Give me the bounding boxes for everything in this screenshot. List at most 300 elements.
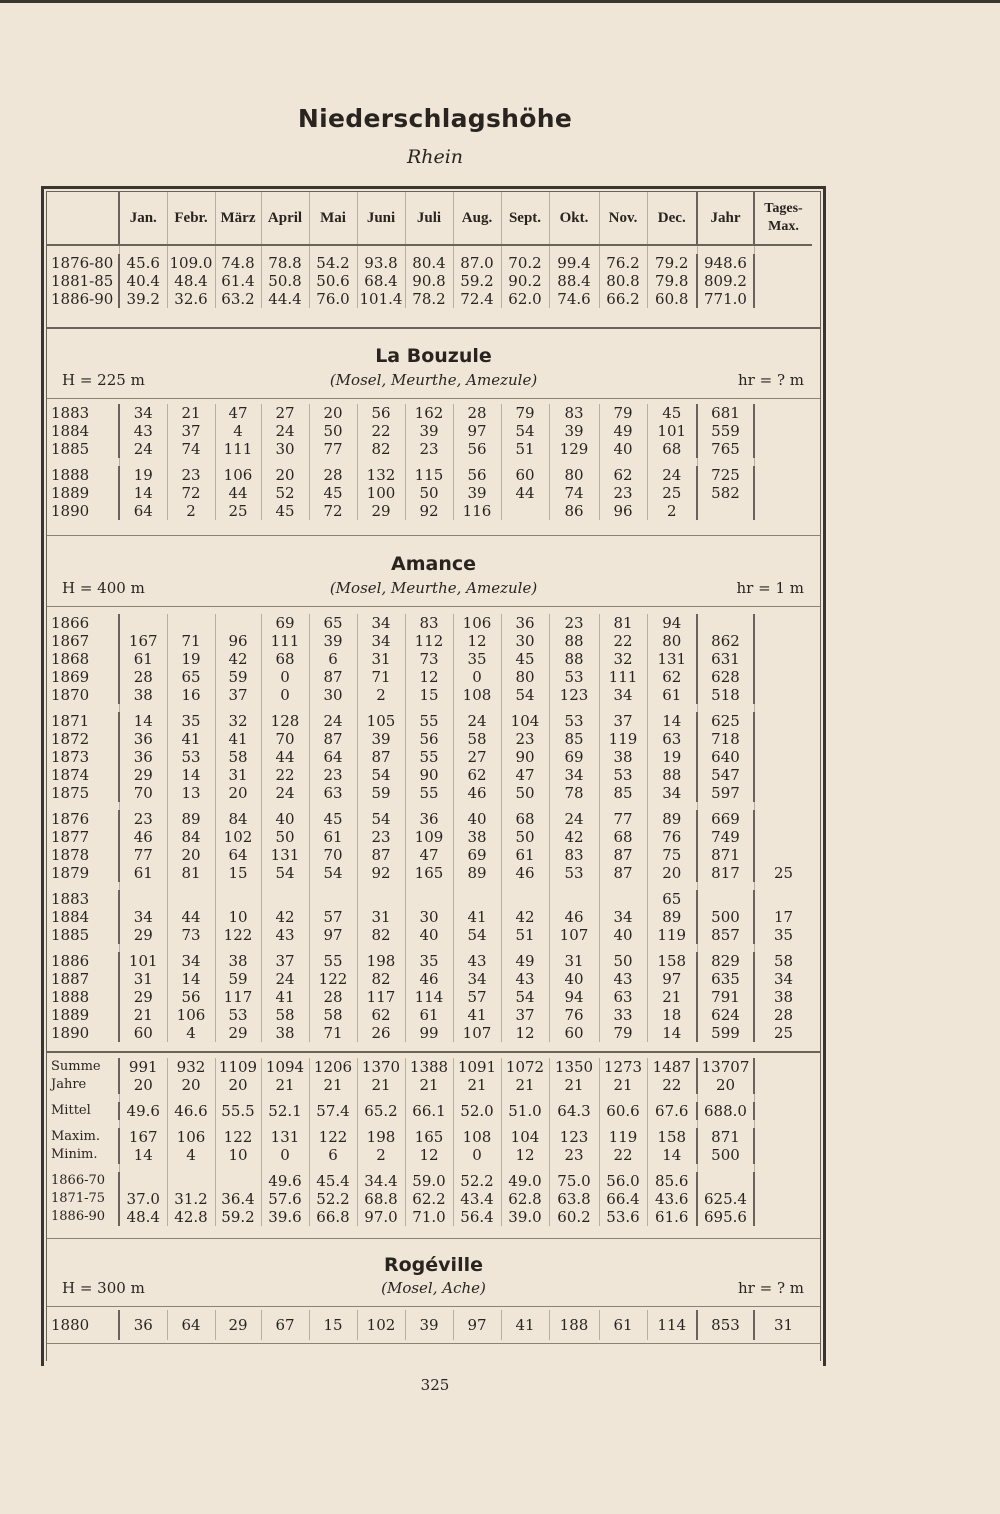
table-cell: 1487 <box>647 1058 697 1076</box>
table-cell: 21 <box>501 1076 549 1094</box>
table-cell: 59 <box>215 668 261 686</box>
table-cell: 117 <box>357 988 405 1006</box>
table-cell: 158 <box>647 1128 697 1146</box>
column-header: Mai <box>309 192 357 245</box>
table-cell <box>754 748 812 766</box>
table-cell: 37 <box>599 712 647 730</box>
table-cell: 76 <box>549 1006 599 1024</box>
table-cell: 12 <box>453 632 501 650</box>
table-cell: 68 <box>261 650 309 668</box>
table-cell: 24 <box>119 440 167 458</box>
table-cell: 23 <box>549 1146 599 1164</box>
table-cell: 6 <box>309 650 357 668</box>
table-cell: 62 <box>357 1006 405 1024</box>
row-label: 1888 <box>51 466 90 484</box>
table-cell: 53.6 <box>599 1208 647 1226</box>
table-cell: 112 <box>405 632 453 650</box>
table-cell: 1273 <box>599 1058 647 1076</box>
table-row <box>47 422 812 440</box>
table-cell: 10 <box>215 1146 261 1164</box>
table-cell: 36 <box>501 614 549 632</box>
table-cell: 71 <box>357 668 405 686</box>
row-label: 1875 <box>51 784 90 802</box>
table-cell: 45 <box>309 810 357 828</box>
table-row <box>47 1146 812 1164</box>
table-cell: 41 <box>215 730 261 748</box>
table-cell <box>309 890 357 908</box>
column-header: Febr. <box>167 192 215 245</box>
row-label: 1885 <box>51 926 90 944</box>
table-cell: 40 <box>599 926 647 944</box>
table-cell: 88.4 <box>549 272 599 290</box>
table-cell: 61 <box>647 686 697 704</box>
row-label: 1883 <box>51 890 90 908</box>
table-cell <box>754 890 812 908</box>
table-cell: 162 <box>405 404 453 422</box>
table-row <box>47 970 812 988</box>
table-cell: 625 <box>697 712 754 730</box>
table-cell: 41 <box>501 1310 549 1340</box>
table-cell: 37.0 <box>119 1190 167 1208</box>
table-cell: 54.2 <box>309 254 357 272</box>
row-label: 1890 <box>51 502 90 520</box>
header-row <box>47 192 812 245</box>
table-row <box>47 502 812 520</box>
table-cell: 62.2 <box>405 1190 453 1208</box>
table-cell: 38 <box>453 828 501 846</box>
table-cell: 106 <box>215 466 261 484</box>
table-cell: 198 <box>357 1128 405 1146</box>
row-label: 1878 <box>51 846 90 864</box>
table-cell: 132 <box>357 466 405 484</box>
table-cell: 34 <box>549 766 599 784</box>
page-title: Niederschlagshöhe <box>297 104 573 133</box>
table-cell: 86 <box>549 502 599 520</box>
table-cell: 74 <box>167 440 215 458</box>
table-cell: 635 <box>697 970 754 988</box>
table-cell: 14 <box>647 1024 697 1042</box>
table-cell: 106 <box>453 614 501 632</box>
table-cell: 34 <box>119 404 167 422</box>
table-cell: 37 <box>215 686 261 704</box>
table-row <box>47 632 812 650</box>
station-rivers-bouzule: (Mosel, Meurthe, Amezule) <box>329 371 538 389</box>
table-cell: 50 <box>261 828 309 846</box>
table-cell: 104 <box>501 712 549 730</box>
table-cell: 14 <box>119 484 167 502</box>
table-cell: 20 <box>697 1076 754 1094</box>
table-cell: 79.2 <box>647 254 697 272</box>
table-cell: 27 <box>261 404 309 422</box>
divider <box>47 535 820 536</box>
table-cell: 24 <box>261 970 309 988</box>
table-cell: 53 <box>549 668 599 686</box>
table-cell: 80.8 <box>599 272 647 290</box>
table-cell: 68 <box>501 810 549 828</box>
table-cell: 108 <box>453 686 501 704</box>
table-cell <box>501 890 549 908</box>
table-row <box>47 864 812 882</box>
table-cell: 24 <box>261 422 309 440</box>
table-cell: 14 <box>167 766 215 784</box>
row-label: 1890 <box>51 1024 90 1042</box>
table-cell: 59.2 <box>453 272 501 290</box>
table-cell: 97 <box>647 970 697 988</box>
table-cell: 53 <box>549 864 599 882</box>
table-cell: 188 <box>549 1310 599 1340</box>
table-cell: 56 <box>453 440 501 458</box>
table-cell <box>754 404 812 422</box>
table-cell: 94 <box>647 614 697 632</box>
table-cell: 628 <box>697 668 754 686</box>
table-cell: 104 <box>501 1128 549 1146</box>
table-cell: 53 <box>549 712 599 730</box>
table-cell: 50.8 <box>261 272 309 290</box>
page-number: 325 <box>420 1376 450 1394</box>
table-cell <box>754 766 812 784</box>
table-row <box>47 1006 812 1024</box>
column-header: Tages-Max. <box>754 192 812 245</box>
table-cell: 84 <box>215 810 261 828</box>
table-cell: 63.8 <box>549 1190 599 1208</box>
table-cell: 35 <box>754 926 812 944</box>
table-cell: 79 <box>599 404 647 422</box>
table-cell: 21 <box>357 1076 405 1094</box>
table-row <box>47 784 812 802</box>
table-cell <box>697 614 754 632</box>
table-cell: 101 <box>119 952 167 970</box>
row-label: Maxim. <box>51 1129 101 1144</box>
table-cell: 89 <box>453 864 501 882</box>
table-cell: 58 <box>453 730 501 748</box>
table-cell <box>754 466 812 484</box>
table-cell: 165 <box>405 1128 453 1146</box>
table-cell: 45 <box>501 650 549 668</box>
table-cell: 38 <box>215 952 261 970</box>
table-cell: 42 <box>215 650 261 668</box>
table-cell: 12 <box>501 1024 549 1042</box>
table-cell: 25 <box>647 484 697 502</box>
row-label: 1880 <box>51 1316 90 1334</box>
table-cell: 46.6 <box>167 1102 215 1120</box>
table-cell: 2 <box>167 502 215 520</box>
table-cell: 67.6 <box>647 1102 697 1120</box>
table-cell: 68.8 <box>357 1190 405 1208</box>
table-cell: 30 <box>309 686 357 704</box>
table-cell: 60 <box>119 1024 167 1042</box>
table-cell: 76 <box>647 828 697 846</box>
column-header: Okt. <box>549 192 599 245</box>
row-gap <box>47 1164 812 1172</box>
table-cell: 55 <box>405 748 453 766</box>
row-label: Jahre <box>51 1077 87 1092</box>
table-cell: 31 <box>215 766 261 784</box>
table-cell: 43 <box>453 952 501 970</box>
table-cell <box>754 290 812 308</box>
table-cell: 582 <box>697 484 754 502</box>
table-cell: 32 <box>599 650 647 668</box>
column-header: Jahr <box>697 192 754 245</box>
table-cell: 53 <box>167 748 215 766</box>
table-cell: 41 <box>453 1006 501 1024</box>
table-cell: 68.4 <box>357 272 405 290</box>
table-cell: 77 <box>309 440 357 458</box>
row-label: 1885 <box>51 440 90 458</box>
table-cell: 114 <box>647 1310 697 1340</box>
column-header: April <box>261 192 309 245</box>
row-gap <box>47 1120 812 1128</box>
table-cell: 131 <box>261 846 309 864</box>
table-cell: 81 <box>167 864 215 882</box>
table-cell: 23 <box>549 614 599 632</box>
table-cell: 23 <box>599 484 647 502</box>
row-label: 1879 <box>51 864 90 882</box>
table-cell: 15 <box>215 864 261 882</box>
table-cell: 624 <box>697 1006 754 1024</box>
table-cell <box>599 890 647 908</box>
table-cell: 43.4 <box>453 1190 501 1208</box>
table-cell: 21 <box>549 1076 599 1094</box>
table-cell: 65 <box>309 614 357 632</box>
table-cell: 81 <box>599 614 647 632</box>
table-cell: 56 <box>453 466 501 484</box>
station-rivers-rogeville: (Mosel, Ache) <box>381 1279 486 1297</box>
table-row <box>47 272 812 290</box>
column-header: Aug. <box>453 192 501 245</box>
table-cell: 111 <box>215 440 261 458</box>
table-cell: 38 <box>599 748 647 766</box>
table-cell: 0 <box>453 668 501 686</box>
row-label: Summe <box>51 1059 101 1074</box>
divider <box>47 606 820 607</box>
table-cell: 75 <box>647 846 697 864</box>
column-header: Nov. <box>599 192 647 245</box>
station-height-bouzule: H = 225 m <box>62 371 145 389</box>
page-subtitle: Rhein <box>406 146 464 168</box>
table-cell: 631 <box>697 650 754 668</box>
table-cell: 31 <box>357 908 405 926</box>
row-label: 1889 <box>51 1006 90 1024</box>
table-cell: 749 <box>697 828 754 846</box>
table-cell: 14 <box>647 1146 697 1164</box>
table-cell: 34 <box>599 686 647 704</box>
table-cell: 52.2 <box>309 1190 357 1208</box>
table-cell: 51 <box>501 440 549 458</box>
table-cell: 52.0 <box>453 1102 501 1120</box>
table-cell <box>215 1172 261 1190</box>
table-cell: 47 <box>405 846 453 864</box>
column-header: Sept. <box>501 192 549 245</box>
table-cell: 39 <box>405 1310 453 1340</box>
table-cell: 115 <box>405 466 453 484</box>
row-label: 1869 <box>51 668 90 686</box>
table-cell: 102 <box>215 828 261 846</box>
table-cell: 6 <box>309 1146 357 1164</box>
table-cell: 24 <box>453 712 501 730</box>
table-cell <box>754 730 812 748</box>
table-cell: 38 <box>261 1024 309 1042</box>
row-label: 1872 <box>51 730 90 748</box>
table-cell: 57 <box>453 988 501 1006</box>
table-cell: 29 <box>119 926 167 944</box>
table-row <box>47 1128 812 1146</box>
table-cell: 54 <box>501 988 549 1006</box>
table-cell: 50 <box>309 422 357 440</box>
table-cell: 66.4 <box>599 1190 647 1208</box>
divider <box>47 327 820 329</box>
table-row <box>47 1172 812 1190</box>
table-cell: 19 <box>647 748 697 766</box>
table-cell: 106 <box>167 1128 215 1146</box>
table-cell: 23 <box>167 466 215 484</box>
table-cell: 122 <box>309 1128 357 1146</box>
table-cell: 80 <box>549 466 599 484</box>
table-cell: 41 <box>167 730 215 748</box>
table-cell: 92 <box>357 864 405 882</box>
table-cell: 117 <box>215 988 261 1006</box>
table-row <box>47 1208 812 1226</box>
table-cell: 34 <box>167 952 215 970</box>
table-cell: 791 <box>697 988 754 1006</box>
table-cell: 43 <box>599 970 647 988</box>
table-cell: 87 <box>599 864 647 882</box>
table-cell: 51 <box>501 926 549 944</box>
table-cell: 18 <box>647 1006 697 1024</box>
table-cell: 46 <box>549 908 599 926</box>
table-row <box>47 1310 812 1340</box>
table-cell: 43 <box>119 422 167 440</box>
table-cell <box>754 1208 812 1226</box>
table-row <box>47 650 812 668</box>
table-cell: 32 <box>215 712 261 730</box>
table-cell: 72 <box>309 502 357 520</box>
table-cell: 97 <box>453 422 501 440</box>
table-cell <box>357 890 405 908</box>
table-cell <box>167 890 215 908</box>
table-cell <box>754 272 812 290</box>
table-cell: 109.0 <box>167 254 215 272</box>
table-cell: 116 <box>453 502 501 520</box>
table-cell: 60.8 <box>647 290 697 308</box>
table-row <box>47 988 812 1006</box>
rhein-table <box>47 192 812 308</box>
table-cell <box>215 614 261 632</box>
table-cell: 62.0 <box>501 290 549 308</box>
table-cell: 43 <box>261 926 309 944</box>
table-cell: 695.6 <box>697 1208 754 1226</box>
table-cell: 74.8 <box>215 254 261 272</box>
table-cell: 55 <box>405 712 453 730</box>
table-cell <box>754 712 812 730</box>
divider <box>47 1051 820 1053</box>
table-cell: 42 <box>549 828 599 846</box>
table-cell: 158 <box>647 952 697 970</box>
table-cell: 28 <box>453 404 501 422</box>
table-cell <box>697 890 754 908</box>
table-cell: 49 <box>599 422 647 440</box>
table-cell: 0 <box>453 1146 501 1164</box>
table-cell <box>697 502 754 520</box>
table-cell: 31 <box>754 1310 812 1340</box>
row-gap <box>47 458 812 466</box>
row-label: 1877 <box>51 828 90 846</box>
row-label: 1866 <box>51 614 90 632</box>
table-cell: 89 <box>167 810 215 828</box>
table-row <box>47 1190 812 1208</box>
table-cell <box>754 1102 812 1120</box>
table-cell: 12 <box>501 1146 549 1164</box>
table-cell <box>754 440 812 458</box>
table-cell: 35 <box>453 650 501 668</box>
table-cell: 44 <box>501 484 549 502</box>
amance-table <box>47 614 812 1042</box>
table-cell: 50 <box>501 828 549 846</box>
table-cell: 63 <box>647 730 697 748</box>
table-cell: 29 <box>215 1310 261 1340</box>
rogeville-table <box>47 1310 812 1340</box>
table-cell: 56.4 <box>453 1208 501 1226</box>
table-cell: 871 <box>697 846 754 864</box>
table-cell: 19 <box>167 650 215 668</box>
table-row <box>47 1102 812 1120</box>
table-cell: 26 <box>357 1024 405 1042</box>
table-row <box>47 254 812 272</box>
table-row <box>47 440 812 458</box>
table-cell: 87 <box>599 846 647 864</box>
table-cell: 198 <box>357 952 405 970</box>
table-cell <box>405 890 453 908</box>
column-header: Juli <box>405 192 453 245</box>
station-hr-bouzule: hr = ? m <box>738 371 804 389</box>
table-cell: 36 <box>405 810 453 828</box>
table-cell <box>453 890 501 908</box>
row-gap <box>47 802 812 810</box>
table-row <box>47 614 812 632</box>
table-cell: 15 <box>405 686 453 704</box>
table-cell: 24 <box>309 712 357 730</box>
table-cell: 123 <box>549 1128 599 1146</box>
table-cell: 82 <box>357 440 405 458</box>
table-cell <box>754 784 812 802</box>
table-cell: 21 <box>119 1006 167 1024</box>
table-cell: 107 <box>453 1024 501 1042</box>
table-cell <box>754 1076 812 1094</box>
table-cell: 14 <box>119 712 167 730</box>
table-cell: 97.0 <box>357 1208 405 1226</box>
row-label: 1871 <box>51 712 90 730</box>
table-cell: 73 <box>167 926 215 944</box>
table-cell: 24 <box>647 466 697 484</box>
table-cell: 56 <box>405 730 453 748</box>
table-cell: 16 <box>167 686 215 704</box>
table-cell: 22 <box>357 422 405 440</box>
table-cell: 599 <box>697 1024 754 1042</box>
table-cell <box>167 614 215 632</box>
table-cell: 49 <box>501 952 549 970</box>
table-cell: 78.8 <box>261 254 309 272</box>
row-label: 1883 <box>51 404 90 422</box>
table-cell: 20 <box>215 1076 261 1094</box>
table-cell: 97 <box>309 926 357 944</box>
table-cell: 34.4 <box>357 1172 405 1190</box>
table-cell: 131 <box>261 1128 309 1146</box>
divider <box>47 398 820 399</box>
table-cell: 17 <box>754 908 812 926</box>
table-cell: 15 <box>309 1310 357 1340</box>
table-cell: 23 <box>357 828 405 846</box>
table-cell: 24 <box>261 784 309 802</box>
table-cell: 77 <box>119 846 167 864</box>
